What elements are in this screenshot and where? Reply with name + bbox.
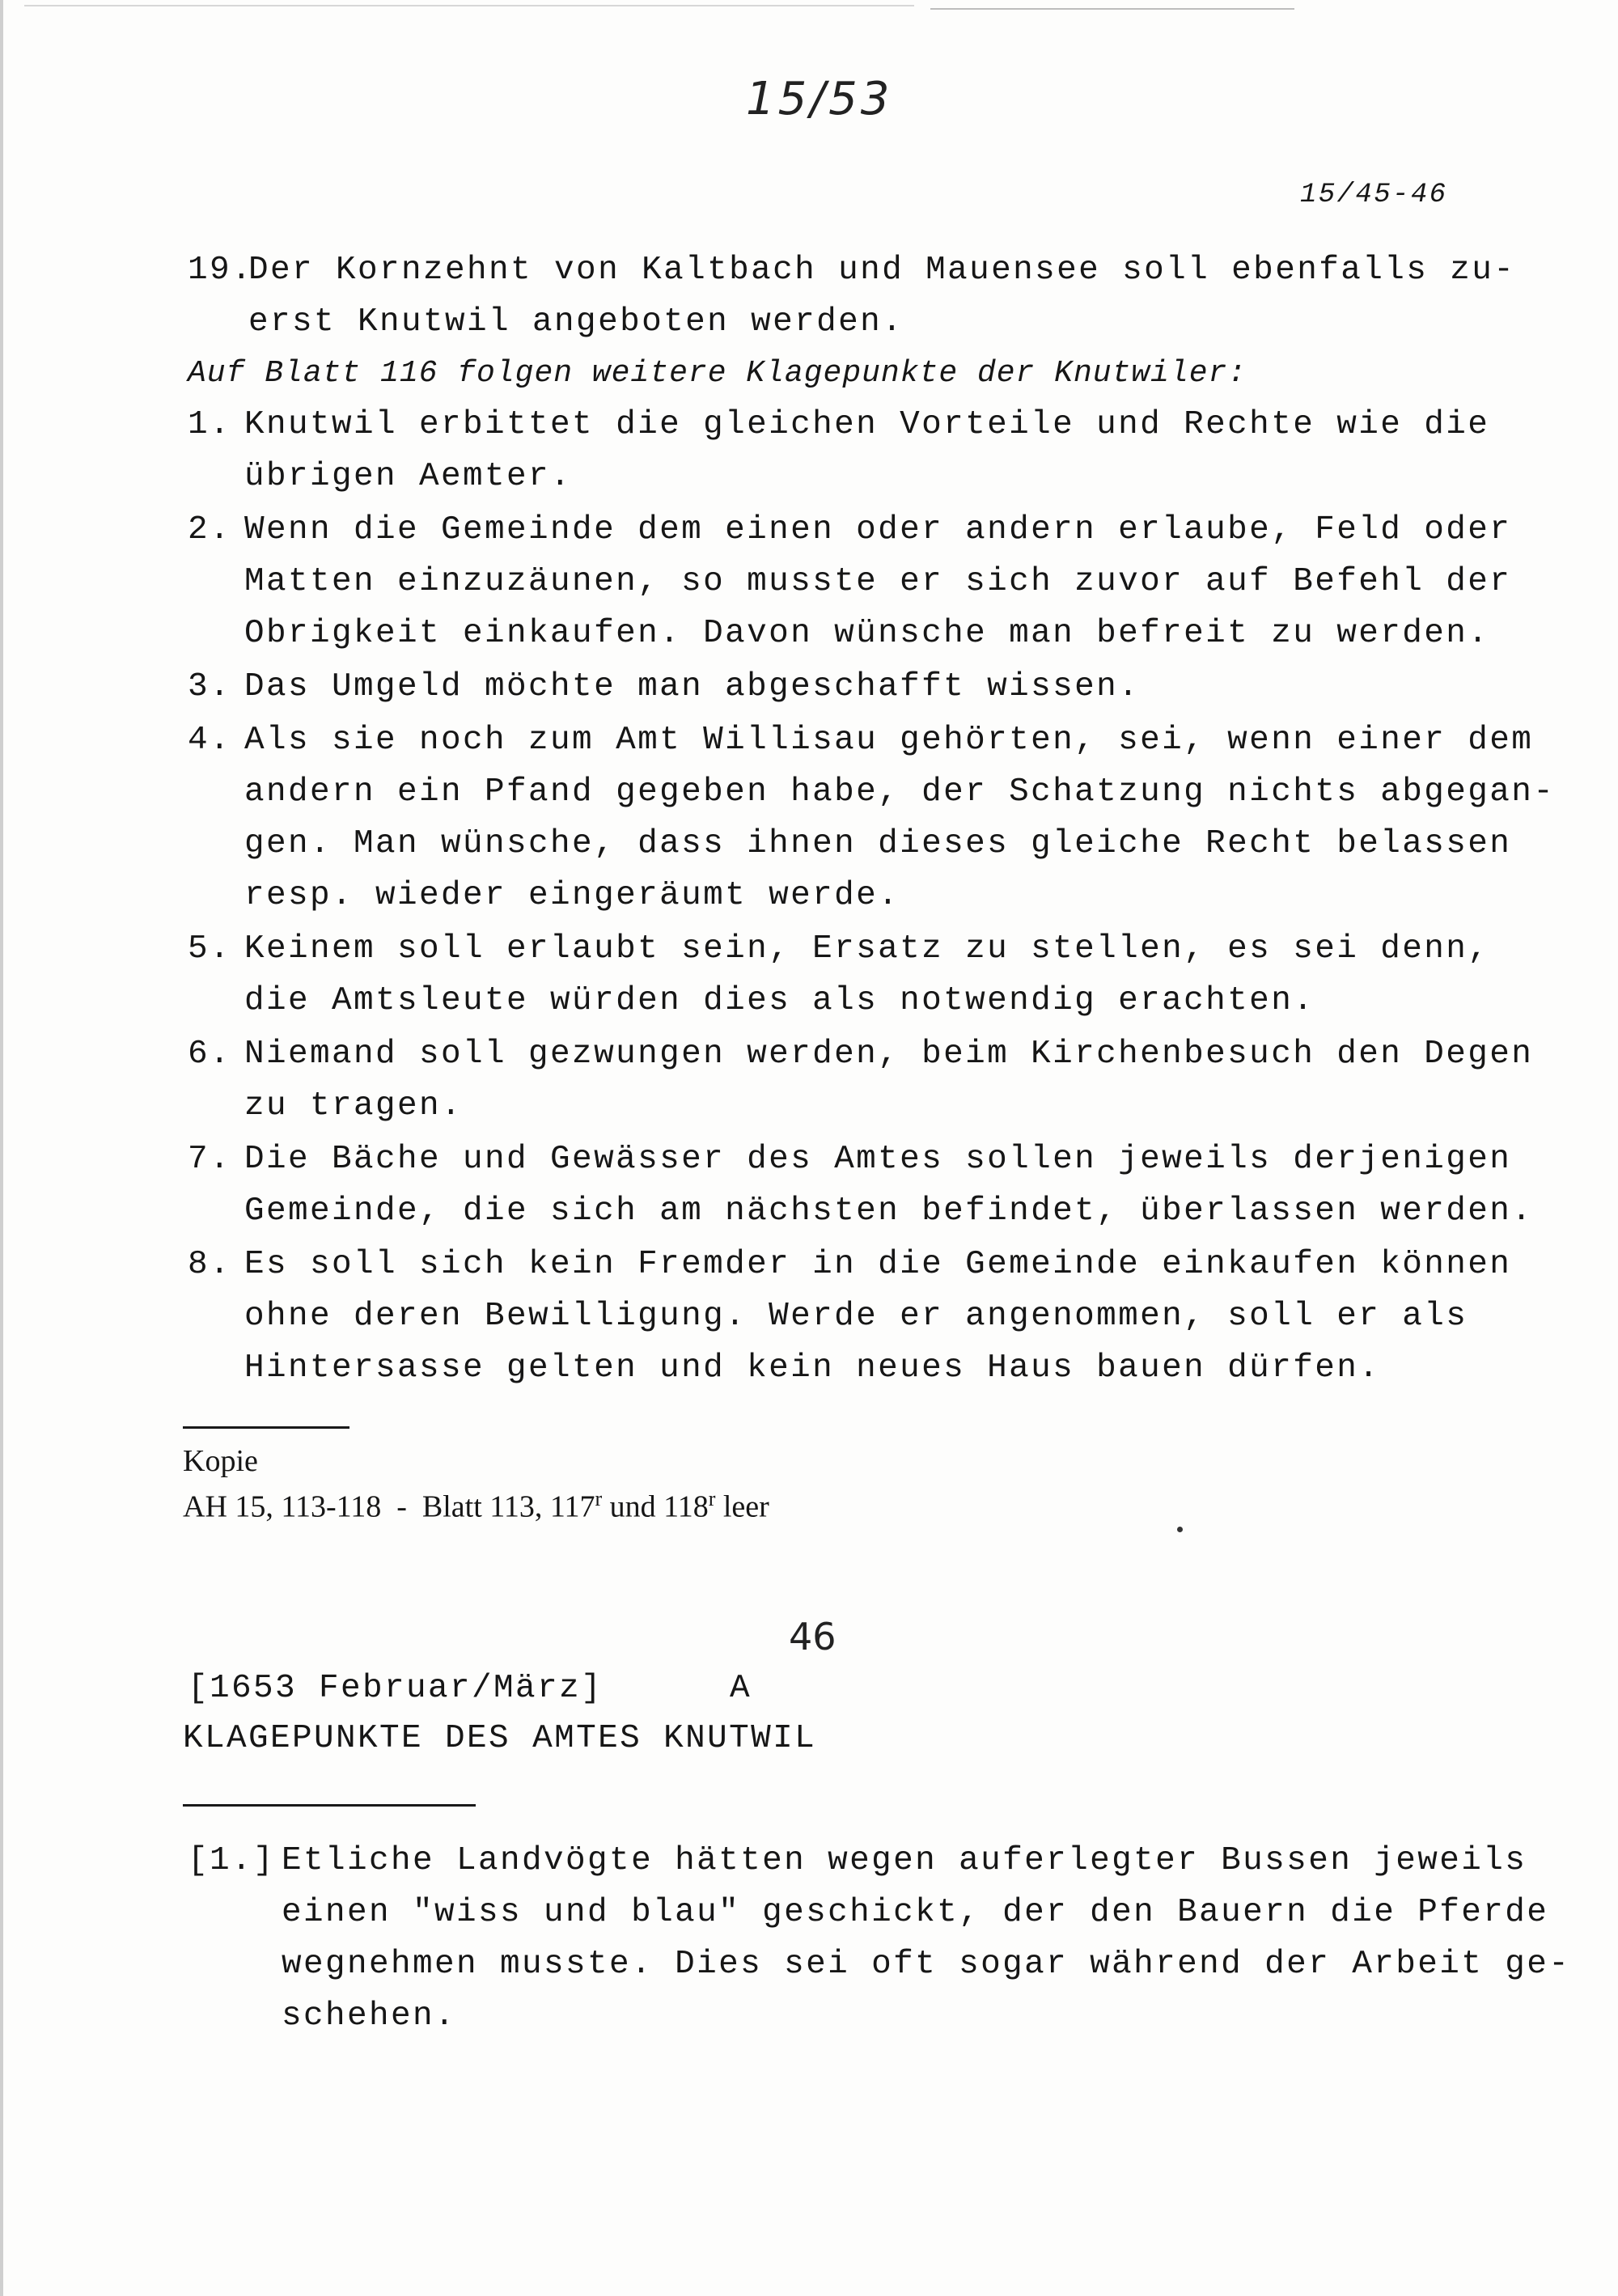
source-end: leer xyxy=(715,1489,769,1524)
item-text: Wenn die Gemeinde dem einen oder andern erlaube, Feld oder Matten einzuzäunen, so musste er sich zuvor auf Befehl der Obrigkeit einkaufen. Davon wünsche man befreit zu werden. xyxy=(244,511,1512,652)
source-sup-2: r xyxy=(708,1487,716,1510)
item-text: Die Bäche und Gewässer des Amtes sollen jeweils derjenigen Gemeinde, die sich am nächsten befindet, überlassen werden. xyxy=(244,1141,1534,1230)
item-text xyxy=(248,244,1516,348)
item-number: 4. xyxy=(188,722,232,759)
item-text xyxy=(282,1835,1571,2042)
item-text: Es soll sich kein Fremder in die Gemeinde einkaufen können ohne deren Bewilligung. Werde er angenommen, soll er als Hintersasse gelten und kein neues Haus bauen dürfen. xyxy=(244,1246,1512,1387)
list-item xyxy=(188,399,1490,502)
item-number: 5. xyxy=(188,930,232,968)
item-text: Knutwil erbittet die gleichen Vorteile und Rechte wie die übrigen Aemter. xyxy=(244,406,1490,495)
source-main: AH 15, 113-118 - Blatt 113, 117 xyxy=(183,1489,595,1524)
item-text: Als sie noch zum Amt Willisau gehörten, sei, wenn einer dem andern ein Pfand gegeben habe, der Schatzung nichts abgegan- gen. Man wünsche, dass ihnen dieses gleiche Recht belassen resp. wieder eingeräumt werde. xyxy=(244,722,1556,914)
item-text-content: Der Kornzehnt von Kaltbach und Mauensee soll ebenfalls zu- erst Knutwil angeboten werden. xyxy=(248,252,1516,341)
item-number: 8. xyxy=(188,1246,232,1283)
left-page-edge xyxy=(0,0,3,2296)
list-item xyxy=(188,504,1512,659)
item-number: 3. xyxy=(188,668,232,705)
item-text: Niemand soll gezwungen werden, beim Kirchenbesuch den Degen zu tragen. xyxy=(244,1036,1534,1125)
list-item xyxy=(188,714,1556,921)
item-text: Das Umgeld möchte man abgeschafft wissen. xyxy=(244,668,1141,705)
item-number: 19. xyxy=(188,252,254,289)
page-reference: 15/45-46 xyxy=(1300,180,1448,210)
list-item xyxy=(188,661,1450,713)
handwritten-folio-number: 15/53 xyxy=(746,73,893,125)
item-number: 6. xyxy=(188,1036,232,1073)
section-item-list xyxy=(188,1835,1571,2044)
list-item xyxy=(188,1835,1571,2042)
scan-speck xyxy=(1177,1527,1183,1532)
top-scan-edge xyxy=(24,5,914,6)
source-label: Kopie xyxy=(183,1444,258,1478)
item-list xyxy=(188,399,1556,1396)
separator-rule xyxy=(183,1426,349,1429)
list-item xyxy=(188,244,1516,348)
top-scan-mark xyxy=(930,8,1294,10)
item-number: 7. xyxy=(188,1141,232,1178)
source-line xyxy=(183,1480,769,1527)
list-item xyxy=(188,1028,1534,1132)
list-item xyxy=(188,1133,1534,1237)
item-number: [1.] xyxy=(188,1842,276,1879)
list-item xyxy=(188,1239,1512,1394)
section-date: [1653 Februar/März] xyxy=(188,1670,604,1707)
item-number: 1. xyxy=(188,406,232,443)
section-title: KLAGEPUNKTE DES AMTES KNUTWIL xyxy=(183,1720,817,1757)
list-item xyxy=(188,923,1490,1027)
section-rule xyxy=(183,1804,476,1807)
source-sup-1: r xyxy=(595,1487,603,1510)
section-number: 46 xyxy=(789,1615,837,1658)
source-mid: und 118 xyxy=(602,1489,709,1524)
section-variant: A xyxy=(730,1670,752,1707)
editor-note: Auf Blatt 116 folgen weitere Klagepunkte der Knutwiler: xyxy=(188,356,1247,391)
item-text-content: Etliche Landvögte hätten wegen auferlegter Bussen jeweils einen "wiss und blau" geschickt, der den Bauern die Pferde wegnehmen musste. Dies sei oft sogar während der Arbeit ge- schehen. xyxy=(282,1842,1571,2035)
item-list-top xyxy=(188,244,1516,349)
item-number: 2. xyxy=(188,511,232,549)
item-text: Keinem soll erlaubt sein, Ersatz zu stellen, es sei denn, die Amtsleute würden dies als notwendig erachten. xyxy=(244,930,1490,1019)
